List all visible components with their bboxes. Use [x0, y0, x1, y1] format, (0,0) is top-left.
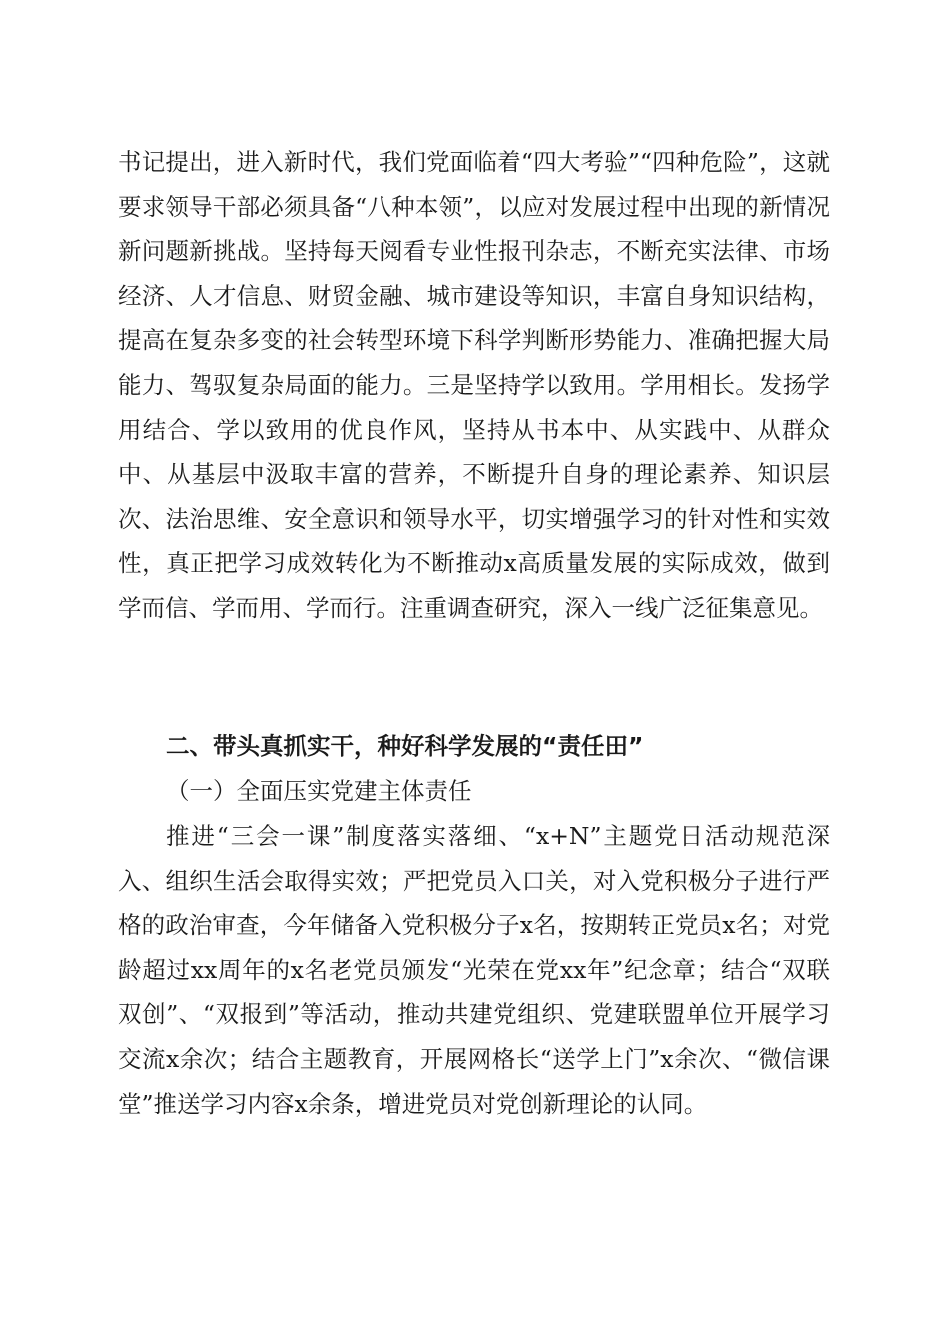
section-heading: 二、带头真抓实干，种好科学发展的“责任田”: [166, 732, 644, 760]
continued-paragraph: 书记提出，进入新时代，我们党面临着“四大考验”“四种危险”，这就要求领导干部必须具备“八种本领”，以应对发展过程中出现的新情况新问题新挑战。坚持每天阅看专业性报刊杂志，不断充实法律、市场经济、人才信息、财贸金融、城市建设等知识，丰富自身知识结构，提高在复杂多变的社会转型环境下科学判断形势能力、准确把握大局能力、驾驭复杂局面的能力。三是坚持学以致用。学用相长。发扬学用结合、学以致用的优良作风，坚持从书本中、从实践中、从群众中、从基层中汲取丰富的营养，不断提升自身的理论素养、知识层次、法治思维、安全意识和领导水平，切实增强学习的针对性和实效性，真正把学习成效转化为不断推动x高质量发展的实际成效，做到学而信、学而用、学而行。注重调查研究，深入一线广泛征集意见。: [118, 148, 830, 622]
subsection-heading: （一）全面压实党建主体责任: [166, 777, 472, 805]
body-paragraph: 推进“三会一课”制度落实落细、“x+N”主题党日活动规范深入、组织生活会取得实效；严把党员入口关，对入党积极分子进行严格的政治审查，今年储备入党积极分子x名，按期转正党员x名；对党龄超过xx周年的x名老党员颁发“光荣在党xx年”纪念章；结合“双联双创”、“双报到”等活动，推动共建党组织、党建联盟单位开展学习交流x余次；结合主题教育，开展网格长“送学上门”x余次、“微信课堂”推送学习内容x余条，增进党员对党创新理论的认同。: [118, 822, 830, 1118]
